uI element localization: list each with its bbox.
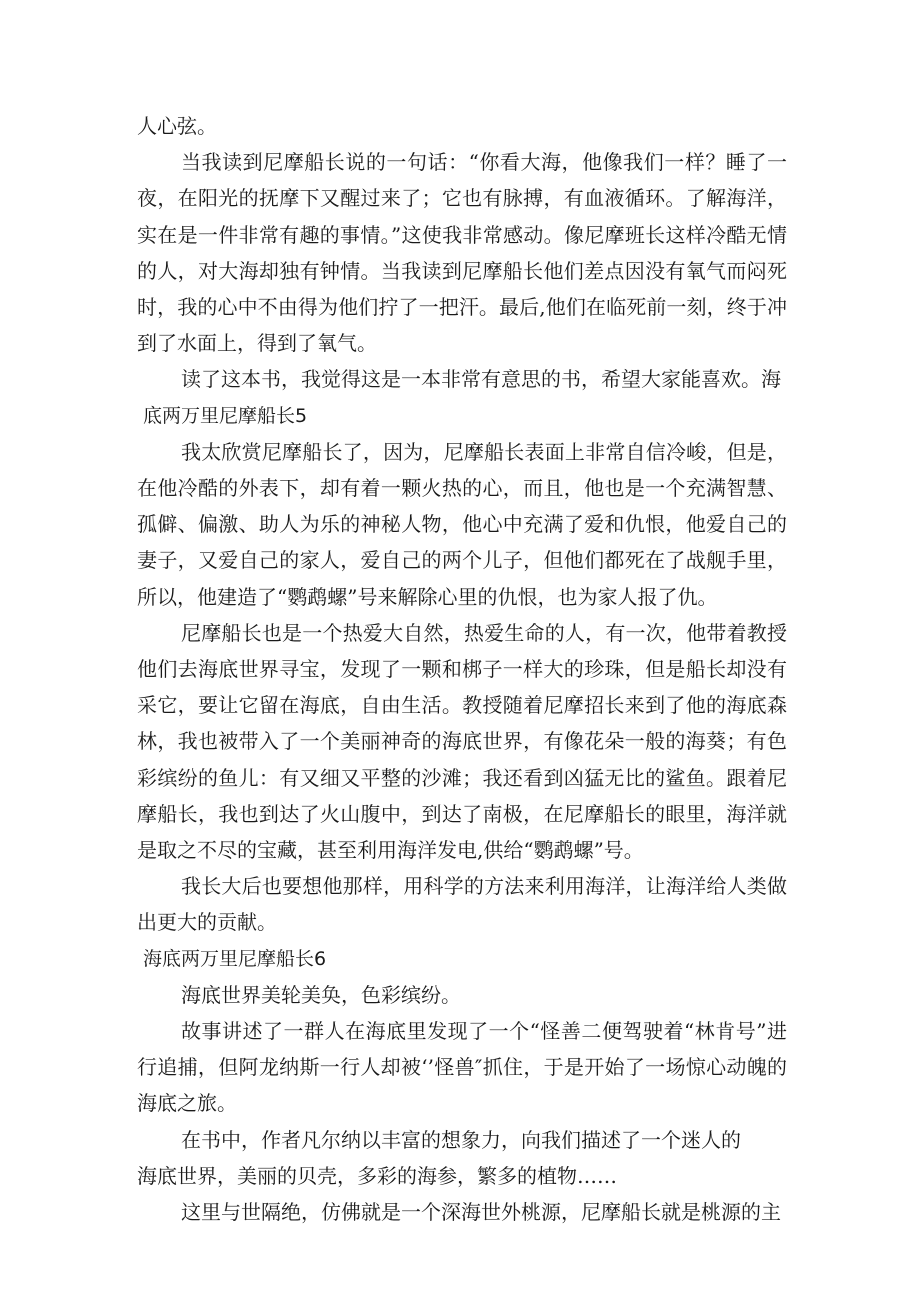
paragraph-8: 故事讲述了一群人在海底里发现了一个“怪善二便驾驶着“林肯号”进行追捕，但阿龙纳斯一行人却被‘’怪兽″抓住，于是开始了一场惊心动魄的海底之旅。: [137, 1019, 787, 1116]
paragraph-1: 人心弦。: [137, 114, 217, 138]
paragraph-5: 尼摩船长也是一个热爱大自然，热爱生命的人，有一次，他带着教授他们去海底世界寻宝，发现了一颗和梆子一样大的珍珠，但是船长却没有采它，要让它留在海底，自由生活。教授随着尼摩招长来到了他的海底森林，我也被带入了一个美丽神奇的海底世界，有像花朵一般的海葵；有色彩缤纷的鱼儿：有又细又平整的沙滩；我还看到凶猛无比的鲨鱼。跟着尼摩船长，我也到达了火山腹中，到达了南极，在尼摩船长的眼里，海洋就是取之不尽的宝藏，甚至利用海洋发电,供给“鹦鹉螺”号。: [137, 620, 787, 863]
paragraph-6: 我长大后也要想他那样，用科学的方法来利用海洋，让海洋给人类做出更大的贡献。: [137, 874, 787, 935]
paragraph-11: 这里与世隔绝，仿佛就是一个深海世外桃源，尼摩船长就是桃源的主: [181, 1200, 781, 1225]
paragraph-7: 海底世界美轮美奂，色彩缤纷。: [181, 982, 461, 1007]
paragraph-2: 当我读到尼摩船长说的一句话：“你看大海，他像我们一样？睡了一夜，在阳光的抚摩下又醒过来了；它也有脉搏，有血液循环。了解海洋，实在是一件非常有趣的事情。”这使我非常感动。像尼摩班长这样冷酷无情的人，对大海却独有钟情。当我读到尼摩船长他们差点因没有氧气而闷死时，我的心中不由得为他们拧了一把汗。最后,他们在临死前一刻，终于冲到了水面上，得到了氧气。: [137, 150, 787, 356]
document-page: [137, 108, 787, 1230]
section-heading-5: 底两万里尼摩船长5: [143, 404, 308, 427]
section-heading-6: 海底两万里尼摩船长6: [143, 947, 327, 970]
paragraph-4: 我太欣赏尼摩船长了，因为，尼摩船长表面上非常自信冷峻，但是，在他冷酷的外表下，却有着一颗火热的心，而且，他也是一个充满智慧、孤僻、偏激、助人为乐的神秘人物，他心中充满了爱和仇恨，他爱自己的妻子，又爱自己的家人，爱自己的两个儿子，但他们都死在了战舰手里，所以，他建造了“鹦鹉螺”号来解除心里的仇恨，也为家人报了仇。: [137, 439, 787, 609]
paragraph-10: 海底世界，美丽的贝壳，多彩的海参，繁多的植物……: [137, 1163, 617, 1188]
paragraph-9: 在书中，作者凡尔纳以丰富的想象力，向我们描述了一个迷人的: [181, 1127, 741, 1152]
paragraph-3: 读了这本书，我觉得这是一本非常有意思的书，希望大家能喜欢。海: [181, 367, 781, 392]
